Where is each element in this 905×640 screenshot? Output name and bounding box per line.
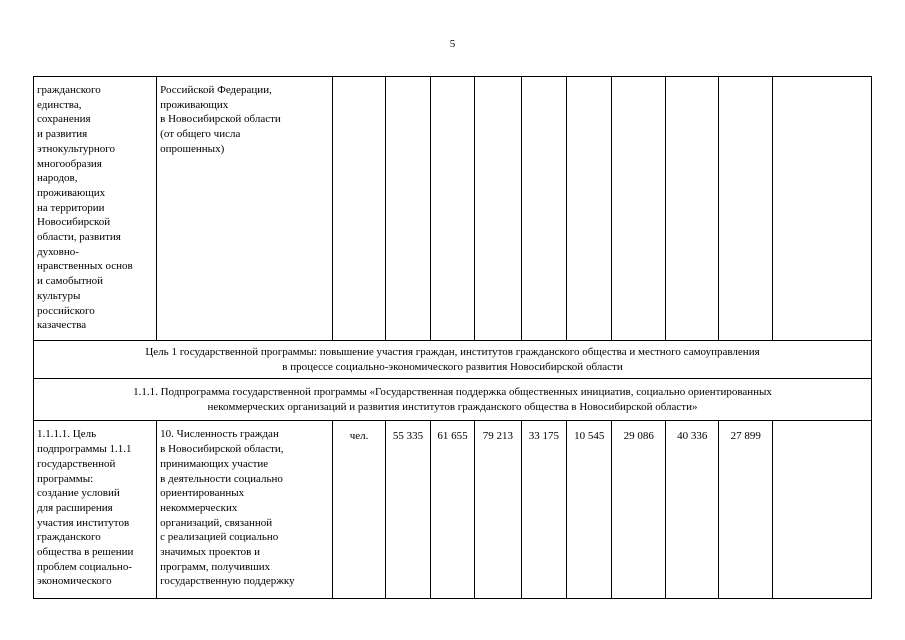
empty-cell — [521, 77, 566, 341]
value-cell — [772, 421, 871, 599]
value-cell: 10 545 — [567, 421, 612, 599]
empty-cell — [612, 77, 666, 341]
page-number: 5 — [449, 38, 456, 50]
value-cell: 61 655 — [430, 421, 474, 599]
value-cell: 40 336 — [665, 421, 719, 599]
empty-cell — [332, 77, 386, 341]
table-row-subprogram-heading — [34, 379, 872, 421]
goal-heading: Цель 1 государственной программы: повышение участия граждан, институтов гражданского общества и местного самоуправления в процессе социально-экономического развития Новосибирской области — [34, 341, 872, 379]
goal-cell: 1.1.1.1. Цель подпрограммы 1.1.1 государственной программы: создание условий для расширения участия институтов гражданского общества в решении проблем социально- экономического — [34, 421, 157, 599]
indicator-cell: 10. Численность граждан в Новосибирской области, принимающих участие в деятельности социально ориентированных некоммерческих организаций, связанной с реализацией социально значимых проектов и программ, получивших государственную поддержку — [157, 421, 333, 599]
value-cell: 33 175 — [521, 421, 566, 599]
value-cell: 29 086 — [612, 421, 666, 599]
empty-cell — [386, 77, 430, 341]
table-row-indicator-10 — [34, 421, 872, 599]
table-row-goal-heading — [34, 341, 872, 379]
value-cell: 55 335 — [386, 421, 430, 599]
empty-cell — [475, 77, 521, 341]
goal-cell: гражданского единства, сохранения и развития этнокультурного многообразия народов, проживающих на территории Новосибирской области, развития духовно- нравственных основ и самобытной культуры российского казачества — [34, 77, 157, 341]
unit-cell: чел. — [332, 421, 386, 599]
indicators-table — [33, 76, 872, 599]
value-cell: 79 213 — [475, 421, 521, 599]
empty-cell — [430, 77, 474, 341]
empty-cell — [772, 77, 871, 341]
empty-cell — [665, 77, 719, 341]
empty-cell — [719, 77, 773, 341]
empty-cell — [567, 77, 612, 341]
value-cell: 27 899 — [719, 421, 773, 599]
indicator-cell: Российской Федерации, проживающих в Новосибирской области (от общего числа опрошенных) — [157, 77, 333, 341]
table-row-continuation — [34, 77, 872, 341]
subprogram-heading: 1.1.1. Подпрограмма государственной программы «Государственная поддержка общественных инициатив, социально ориентированных некоммерческих организаций и развития институтов гражданского общества в Новосибирской области» — [34, 379, 872, 421]
